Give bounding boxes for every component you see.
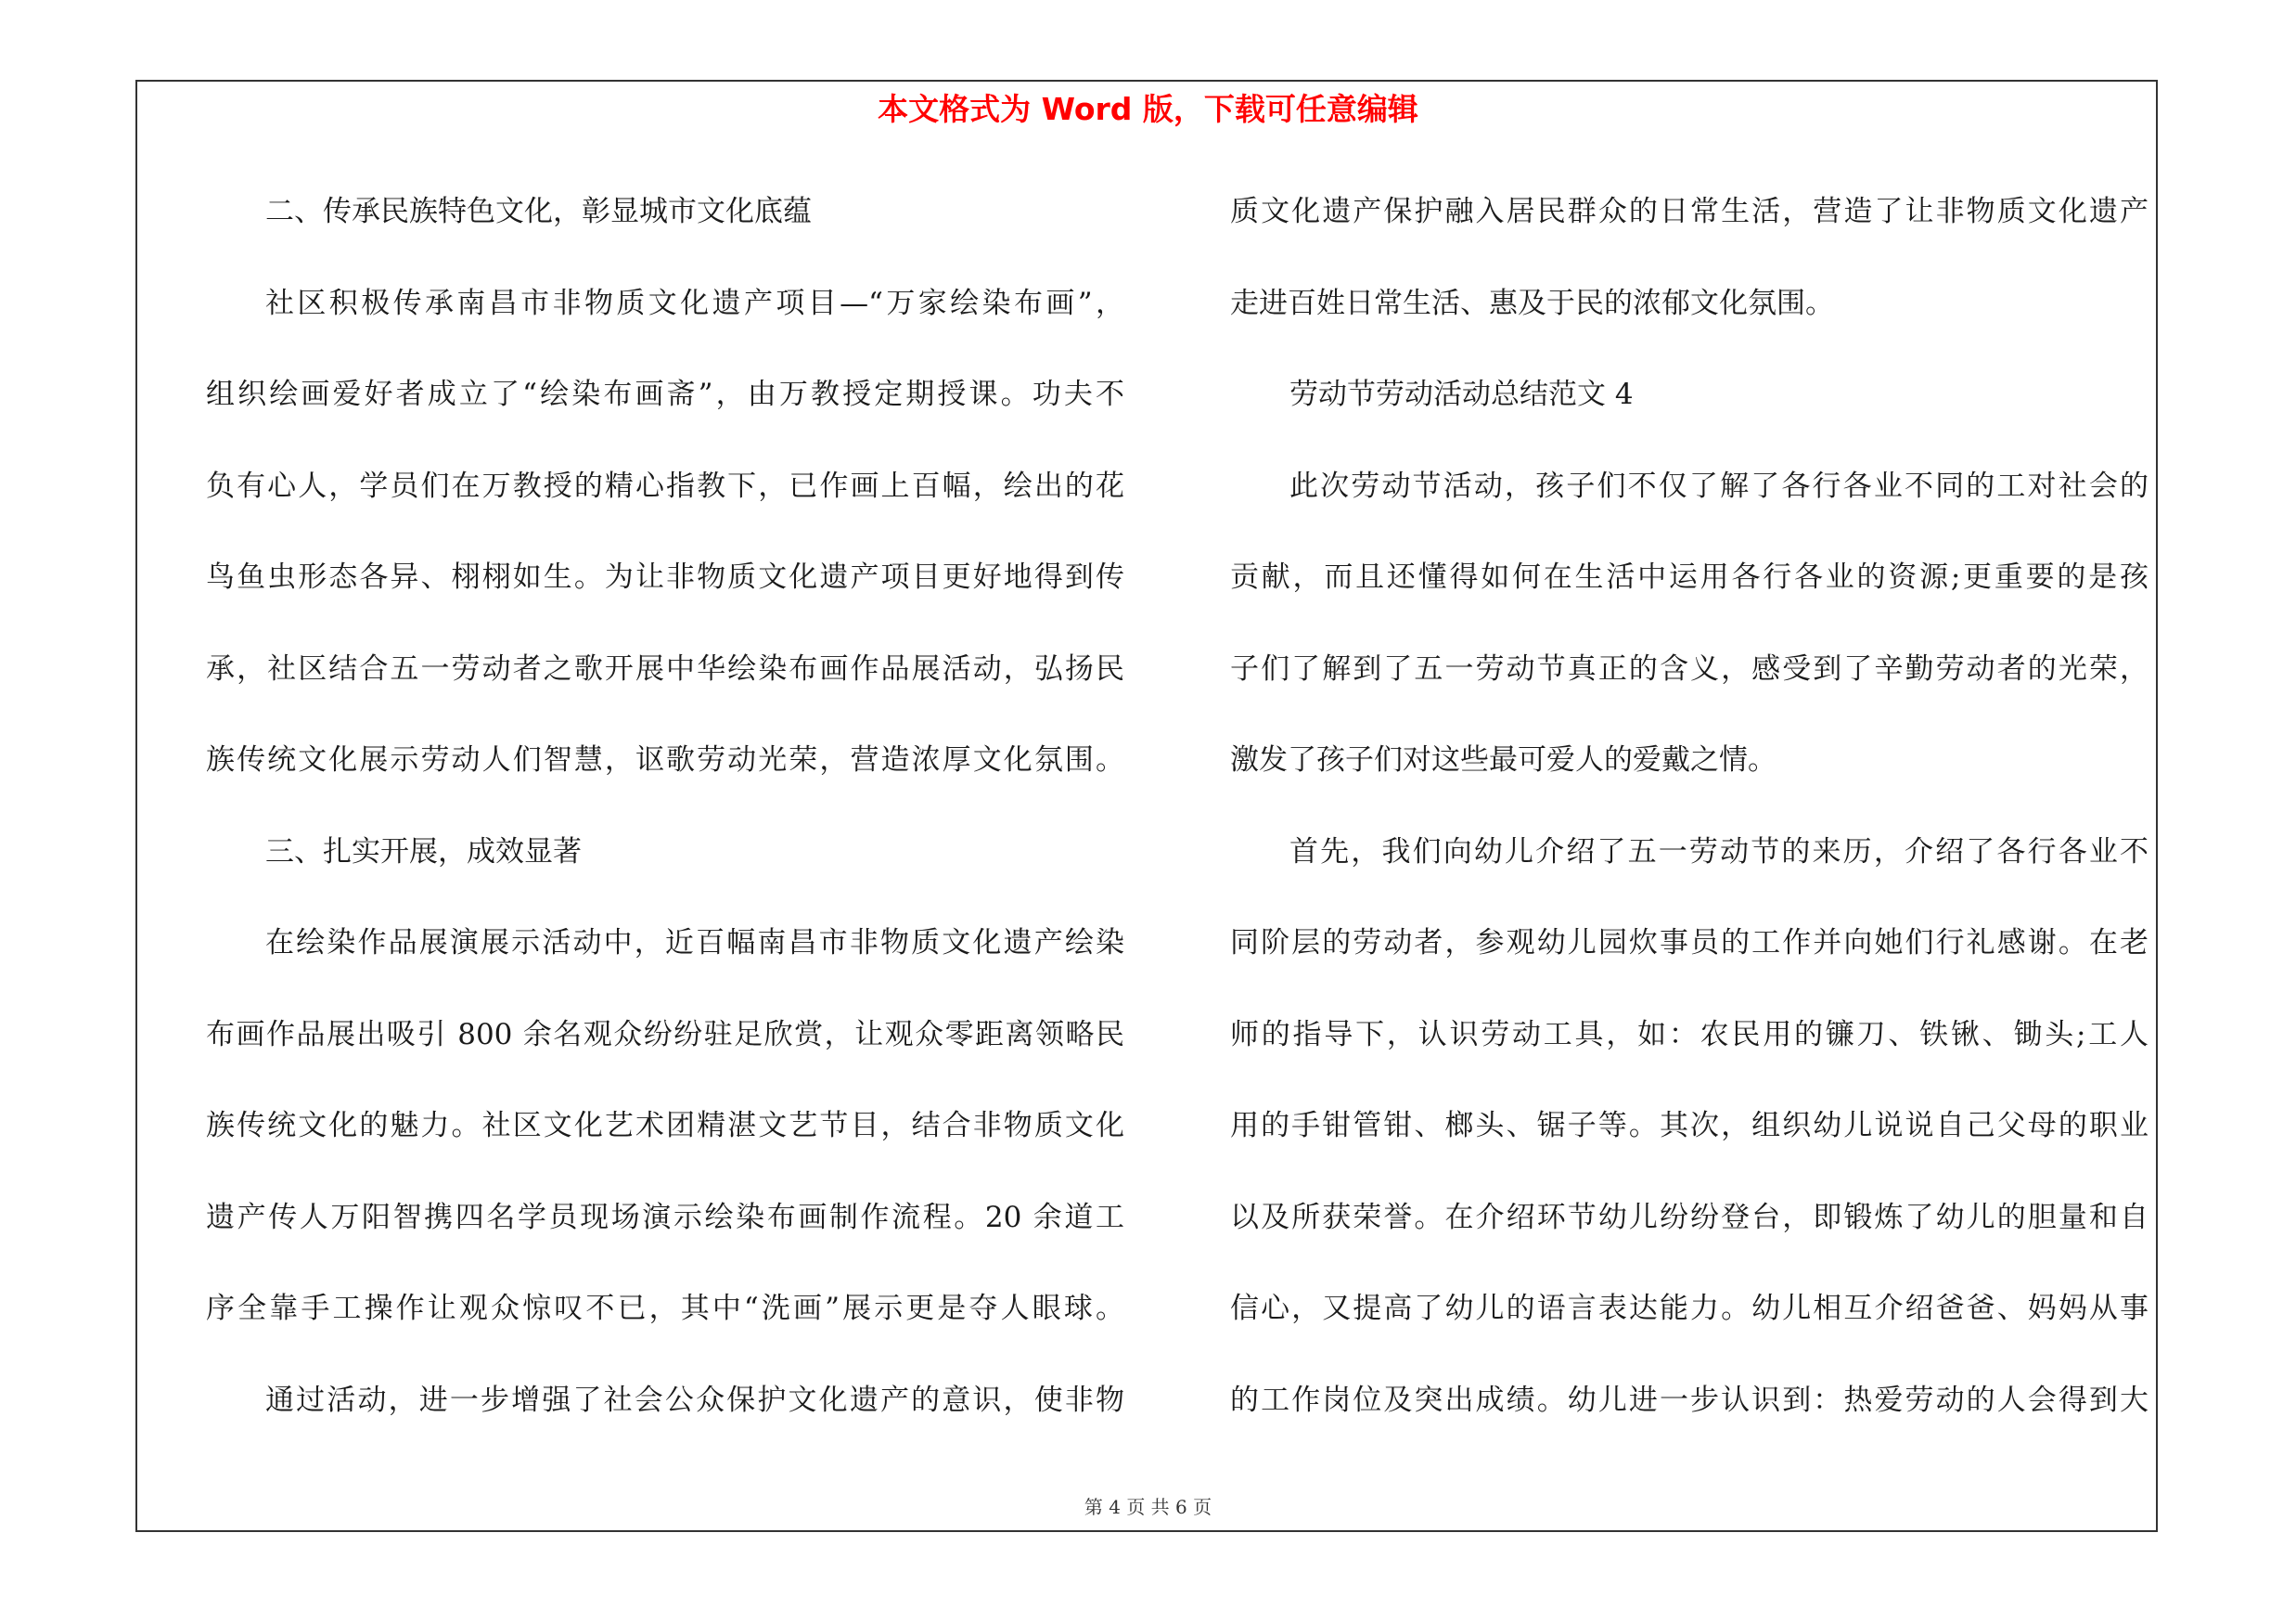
text-line: 师的指导下，认识劳动工具，如：农民用的镰刀、铁锹、锄头;工人 bbox=[1230, 1017, 2148, 1051]
text-line: 用的手钳管钳、榔头、锯子等。其次，组织幼儿说说自己父母的职业 bbox=[1230, 1109, 2148, 1142]
text-line: 负有心人，学员们在万教授的精心指教下，已作画上百幅，绘出的花 bbox=[206, 469, 1124, 503]
text-line: 族传统文化的魅力。社区文化艺术团精湛文艺节目，结合非物质文化 bbox=[206, 1109, 1124, 1142]
text-line: 族传统文化展示劳动人们智慧，讴歌劳动光荣，营造浓厚文化氛围。 bbox=[206, 743, 1124, 777]
text-line: 组织绘画爱好者成立了“绘染布画斋”，由万教授定期授课。功夫不 bbox=[206, 378, 1124, 411]
text-line: 鸟鱼虫形态各异、栩栩如生。为让非物质文化遗产项目更好地得到传 bbox=[206, 560, 1124, 594]
text-line: 二、传承民族特色文化，彰显城市文化底蕴 bbox=[265, 195, 812, 228]
text-line: 劳动节劳动活动总结范文 4 bbox=[1289, 378, 1634, 411]
text-line: 承，社区结合五一劳动者之歌开展中华绘染布画作品展活动，弘扬民 bbox=[206, 651, 1124, 686]
text-line: 质文化遗产保护融入居民群众的日常生活，营造了让非物质文化遗产 bbox=[1230, 195, 2148, 228]
text-line: 通过活动，进一步增强了社会公众保护文化遗产的意识，使非物 bbox=[265, 1383, 1124, 1417]
text-line: 信心，又提高了幼儿的语言表达能力。幼儿相互介绍爸爸、妈妈从事 bbox=[1230, 1292, 2148, 1325]
text-line: 子们了解到了五一劳动节真正的含义，感受到了辛勤劳动者的光荣， bbox=[1230, 651, 2148, 686]
text-line: 社区积极传承南昌市非物质文化遗产项目—“万家绘染布画”， bbox=[265, 286, 1124, 320]
page-number-footer: 第 4 页 共 6 页 bbox=[1084, 1496, 1212, 1518]
left-column bbox=[206, 182, 1124, 1462]
text-line: 序全靠手工操作让观众惊叹不已，其中“洗画”展示更是夺人眼球。 bbox=[206, 1292, 1124, 1325]
text-line: 首先，我们向幼儿介绍了五一劳动节的来历，介绍了各行各业不 bbox=[1289, 834, 2148, 869]
text-line: 布画作品展出吸引 800 余名观众纷纷驻足欣赏，让观众零距离领略民 bbox=[206, 1017, 1124, 1051]
text-line: 走进百姓日常生活、惠及于民的浓郁文化氛围。 bbox=[1230, 286, 1834, 320]
text-line: 在绘染作品展演展示活动中，近百幅南昌市非物质文化遗产绘染 bbox=[265, 926, 1124, 960]
text-line: 贡献，而且还懂得如何在生活中运用各行各业的资源;更重要的是孩 bbox=[1230, 560, 2148, 594]
text-line: 的工作岗位及突出成绩。幼儿进一步认识到：热爱劳动的人会得到大 bbox=[1230, 1383, 2148, 1417]
format-banner: 本文格式为 Word 版，下载可任意编辑 bbox=[878, 91, 1418, 127]
text-line: 三、扎实开展，成效显著 bbox=[265, 834, 582, 869]
text-line: 此次劳动节活动，孩子们不仅了解了各行各业不同的工对社会的 bbox=[1289, 469, 2148, 503]
text-line: 以及所获荣誉。在介绍环节幼儿纷纷登台，即锻炼了幼儿的胆量和自 bbox=[1230, 1200, 2148, 1234]
text-line: 激发了孩子们对这些最可爱人的爱戴之情。 bbox=[1230, 743, 1777, 777]
right-column bbox=[1230, 182, 2148, 1462]
text-line: 遗产传人万阳智携四名学员现场演示绘染布画制作流程。20 余道工 bbox=[206, 1200, 1124, 1234]
text-line: 同阶层的劳动者，参观幼儿园炊事员的工作并向她们行礼感谢。在老 bbox=[1230, 926, 2148, 960]
